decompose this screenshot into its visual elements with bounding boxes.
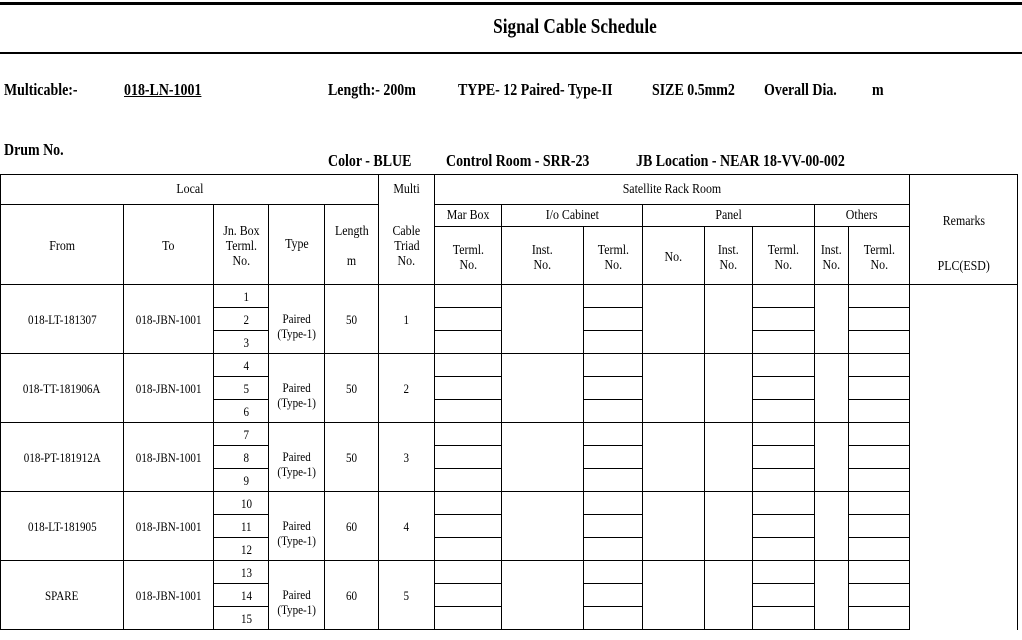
others-inst-cell xyxy=(815,423,849,492)
jnbox-terml-cell: 9 xyxy=(214,469,269,492)
remarks-cell xyxy=(910,492,1018,515)
io-terml-cell xyxy=(584,400,643,423)
triad-cell: 4 xyxy=(379,492,435,561)
others-terml-cell xyxy=(849,354,910,377)
table-row xyxy=(1,492,1018,515)
jnbox-terml-cell: 10 xyxy=(214,492,269,515)
others-terml-header: Terml. No. xyxy=(849,227,910,285)
multi-header: Multi xyxy=(379,175,435,205)
table-row xyxy=(1,561,1018,584)
remarks-cell xyxy=(910,538,1018,561)
remarks-header: Remarks PLC(ESD) xyxy=(910,205,1018,285)
marbox-terml-cell xyxy=(435,492,502,515)
marbox-terml-cell xyxy=(435,354,502,377)
io-inst-cell xyxy=(502,354,584,423)
others-terml-cell xyxy=(849,331,910,354)
marbox-terml-cell xyxy=(435,377,502,400)
panel-terml-cell xyxy=(753,515,815,538)
io-terml-cell xyxy=(584,377,643,400)
panel-terml-cell xyxy=(753,377,815,400)
marbox-terml-cell xyxy=(435,400,502,423)
local-header: Local xyxy=(1,175,379,205)
type-cell: Paired (Type-1) xyxy=(269,492,325,561)
io-inst-cell xyxy=(502,285,584,354)
marbox-terml-cell xyxy=(435,285,502,308)
panel-terml-cell xyxy=(753,354,815,377)
others-terml-cell xyxy=(849,377,910,400)
io-inst-cell xyxy=(502,423,584,492)
io-terml-cell xyxy=(584,538,643,561)
remarks-cell xyxy=(910,285,1018,308)
top-rule xyxy=(0,2,1022,5)
io-terml-cell xyxy=(584,607,643,630)
remarks-cell xyxy=(910,354,1018,377)
to-cell: 018-JBN-1001 xyxy=(124,285,214,354)
marbox-header: Mar Box xyxy=(435,205,502,227)
others-inst-cell xyxy=(815,492,849,561)
jnbox-terml-cell: 2 xyxy=(214,308,269,331)
header-row-1 xyxy=(1,175,1018,205)
io-cabinet-header: I/o Cabinet xyxy=(502,205,643,227)
panel-no-cell xyxy=(643,423,705,492)
io-terml-cell xyxy=(584,308,643,331)
jnbox-terml-cell: 12 xyxy=(214,538,269,561)
length-info: Length:- 200m xyxy=(328,80,416,99)
jb-location-info: JB Location - NEAR 18-VV-00-002 xyxy=(636,151,845,170)
from-cell: 018-TT-181906A xyxy=(1,354,124,423)
marbox-terml-header: Terml. No. xyxy=(435,227,502,285)
marbox-terml-cell xyxy=(435,538,502,561)
others-terml-cell xyxy=(849,584,910,607)
panel-no-cell xyxy=(643,285,705,354)
to-cell: 018-JBN-1001 xyxy=(124,492,214,561)
type-cell: Paired (Type-1) xyxy=(269,285,325,354)
panel-terml-cell xyxy=(753,469,815,492)
others-inst-cell xyxy=(815,561,849,630)
jnbox-header: Jn. Box Terml. No. xyxy=(214,205,269,285)
panel-inst-cell xyxy=(705,492,753,561)
remarks-cell xyxy=(910,423,1018,446)
panel-terml-cell xyxy=(753,538,815,561)
length-cell: 50 xyxy=(325,423,379,492)
type-header: Type xyxy=(269,205,325,285)
jnbox-terml-cell: 13 xyxy=(214,561,269,584)
others-terml-cell xyxy=(849,515,910,538)
remarks-cell xyxy=(910,400,1018,423)
panel-inst-cell xyxy=(705,285,753,354)
io-terml-cell xyxy=(584,584,643,607)
header-row-2 xyxy=(1,205,1018,227)
io-terml-cell xyxy=(584,561,643,584)
panel-inst-header: Inst. No. xyxy=(705,227,753,285)
others-inst-cell xyxy=(815,354,849,423)
marbox-terml-cell xyxy=(435,446,502,469)
jnbox-terml-cell: 5 xyxy=(214,377,269,400)
overall-dia-unit: m xyxy=(872,80,884,99)
remarks-cell xyxy=(910,308,1018,331)
others-header: Others xyxy=(815,205,910,227)
panel-header: Panel xyxy=(643,205,815,227)
multicable-value: 018-LN-1001 xyxy=(124,80,202,99)
length-cell: 50 xyxy=(325,285,379,354)
marbox-terml-cell xyxy=(435,308,502,331)
marbox-terml-cell xyxy=(435,561,502,584)
jnbox-terml-cell: 3 xyxy=(214,331,269,354)
to-cell: 018-JBN-1001 xyxy=(124,561,214,630)
from-header: From xyxy=(1,205,124,285)
remarks-cell xyxy=(910,377,1018,400)
triad-cell: 2 xyxy=(379,354,435,423)
panel-terml-cell xyxy=(753,492,815,515)
remarks-cell xyxy=(910,607,1018,630)
length-cell: 60 xyxy=(325,492,379,561)
table-row xyxy=(1,423,1018,446)
jnbox-terml-cell: 1 xyxy=(214,285,269,308)
color-info: Color - BLUE xyxy=(328,151,412,170)
jnbox-terml-cell: 15 xyxy=(214,607,269,630)
panel-terml-cell xyxy=(753,331,815,354)
others-inst-cell xyxy=(815,285,849,354)
io-inst-cell xyxy=(502,561,584,630)
marbox-terml-cell xyxy=(435,423,502,446)
io-terml-cell xyxy=(584,515,643,538)
to-cell: 018-JBN-1001 xyxy=(124,354,214,423)
io-terml-cell xyxy=(584,423,643,446)
others-terml-cell xyxy=(849,492,910,515)
remarks-cell xyxy=(910,584,1018,607)
from-cell: 018-PT-181912A xyxy=(1,423,124,492)
panel-inst-cell xyxy=(705,354,753,423)
panel-terml-cell xyxy=(753,308,815,331)
jnbox-terml-cell: 8 xyxy=(214,446,269,469)
others-inst-header: Inst. No. xyxy=(815,227,849,285)
page-title: Signal Cable Schedule xyxy=(493,14,657,38)
others-terml-cell xyxy=(849,607,910,630)
jnbox-terml-cell: 11 xyxy=(214,515,269,538)
control-room-info: Control Room - SRR-23 xyxy=(446,151,590,170)
to-header: To xyxy=(124,205,214,285)
io-terml-cell xyxy=(584,469,643,492)
io-terml-cell xyxy=(584,492,643,515)
panel-terml-cell xyxy=(753,423,815,446)
io-terml-cell xyxy=(584,446,643,469)
panel-terml-cell xyxy=(753,285,815,308)
panel-terml-cell xyxy=(753,607,815,630)
triad-cell: 1 xyxy=(379,285,435,354)
marbox-terml-cell xyxy=(435,607,502,630)
table-row xyxy=(1,354,1018,377)
panel-terml-cell xyxy=(753,446,815,469)
type-cell: Paired (Type-1) xyxy=(269,423,325,492)
others-terml-cell xyxy=(849,538,910,561)
others-terml-cell xyxy=(849,446,910,469)
triad-cell: 3 xyxy=(379,423,435,492)
remarks-cell xyxy=(910,515,1018,538)
type-cell: Paired (Type-1) xyxy=(269,561,325,630)
panel-terml-cell xyxy=(753,584,815,607)
drum-no-label: Drum No. xyxy=(4,140,64,159)
marbox-terml-cell xyxy=(435,331,502,354)
io-terml-cell xyxy=(584,285,643,308)
panel-no-header: No. xyxy=(643,227,705,285)
jnbox-terml-cell: 14 xyxy=(214,584,269,607)
panel-inst-cell xyxy=(705,423,753,492)
remarks-cell xyxy=(910,446,1018,469)
panel-terml-header: Terml. No. xyxy=(753,227,815,285)
remarks-cell xyxy=(910,469,1018,492)
triad-cell: 5 xyxy=(379,561,435,630)
remarks-cell xyxy=(910,561,1018,584)
type-info: TYPE- 12 Paired- Type-II xyxy=(458,80,613,99)
cable-triad-header: Cable Triad No. xyxy=(379,205,435,285)
size-info: SIZE 0.5mm2 xyxy=(652,80,735,99)
from-cell: SPARE xyxy=(1,561,124,630)
panel-inst-cell xyxy=(705,561,753,630)
io-inst-cell xyxy=(502,492,584,561)
jnbox-terml-cell: 6 xyxy=(214,400,269,423)
panel-no-cell xyxy=(643,561,705,630)
length-cell: 50 xyxy=(325,354,379,423)
io-terml-cell xyxy=(584,354,643,377)
marbox-terml-cell xyxy=(435,584,502,607)
table-row xyxy=(1,285,1018,308)
length-header: Length m xyxy=(325,205,379,285)
type-cell: Paired (Type-1) xyxy=(269,354,325,423)
title-rule xyxy=(0,52,1022,54)
panel-terml-cell xyxy=(753,561,815,584)
panel-no-cell xyxy=(643,354,705,423)
satellite-header: Satellite Rack Room xyxy=(435,175,910,205)
panel-no-cell xyxy=(643,492,705,561)
marbox-terml-cell xyxy=(435,515,502,538)
panel-terml-cell xyxy=(753,400,815,423)
others-terml-cell xyxy=(849,285,910,308)
remarks-top-cell xyxy=(910,175,1018,205)
length-cell: 60 xyxy=(325,561,379,630)
overall-dia-label: Overall Dia. xyxy=(764,80,837,99)
others-terml-cell xyxy=(849,423,910,446)
to-cell: 018-JBN-1001 xyxy=(124,423,214,492)
others-terml-cell xyxy=(849,308,910,331)
io-terml-header: Terml. No. xyxy=(584,227,643,285)
others-terml-cell xyxy=(849,469,910,492)
io-terml-cell xyxy=(584,331,643,354)
from-cell: 018-LT-181905 xyxy=(1,492,124,561)
jnbox-terml-cell: 7 xyxy=(214,423,269,446)
io-inst-header: Inst. No. xyxy=(502,227,584,285)
remarks-cell xyxy=(910,331,1018,354)
cable-schedule-table xyxy=(0,174,1018,630)
others-terml-cell xyxy=(849,400,910,423)
multicable-label: Multicable:- xyxy=(4,80,78,99)
others-terml-cell xyxy=(849,561,910,584)
from-cell: 018-LT-181307 xyxy=(1,285,124,354)
marbox-terml-cell xyxy=(435,469,502,492)
jnbox-terml-cell: 4 xyxy=(214,354,269,377)
